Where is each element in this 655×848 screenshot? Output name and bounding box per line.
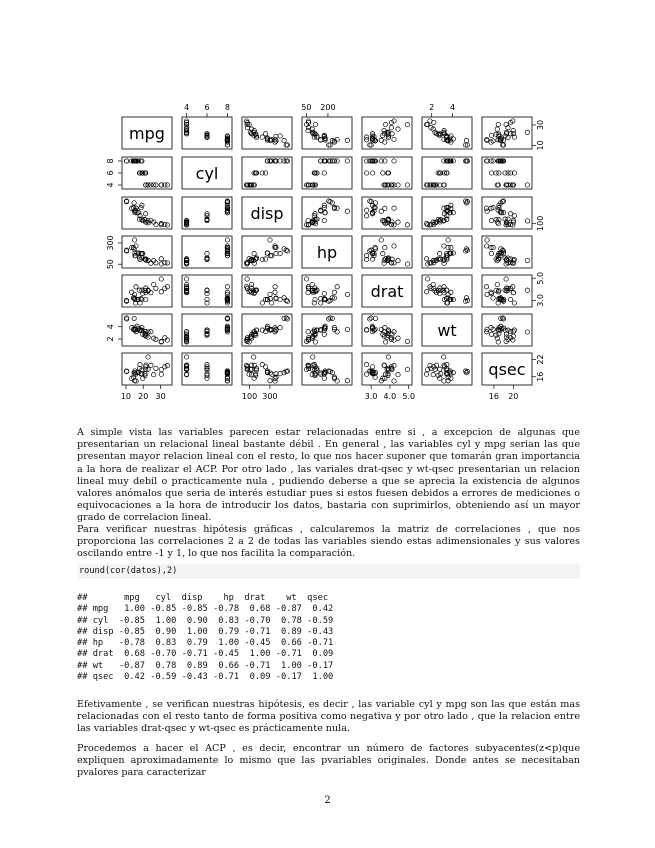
panel-frame xyxy=(422,117,472,149)
paragraph-3-block xyxy=(77,699,580,736)
scatter-point xyxy=(484,285,488,289)
scatter-point xyxy=(306,330,310,334)
scatter-point xyxy=(265,251,269,255)
scatter-point xyxy=(260,257,264,261)
variable-label: drat xyxy=(370,282,404,301)
scatter-point xyxy=(273,290,277,294)
scatter-point xyxy=(442,206,446,210)
variable-label: mpg xyxy=(129,124,165,143)
scatter-point xyxy=(335,206,339,210)
scatter-point xyxy=(504,277,508,281)
scatter-point xyxy=(485,209,489,213)
scatter-point xyxy=(392,137,396,141)
scatter-point xyxy=(306,291,310,295)
scatter-point xyxy=(484,244,488,248)
panel-frame xyxy=(182,236,232,268)
scatter-point xyxy=(405,367,409,371)
scatter-point xyxy=(274,134,278,138)
scatter-point xyxy=(159,277,163,281)
scatter-point xyxy=(313,122,317,126)
scatter-point xyxy=(159,290,163,294)
tick-label: 22 xyxy=(536,354,546,365)
scatter-point xyxy=(383,122,387,126)
tick-label: 8 xyxy=(105,158,115,164)
scatter-point xyxy=(449,245,453,249)
scatter-point xyxy=(396,373,400,377)
scatter-point xyxy=(260,362,264,366)
scatter-point xyxy=(405,262,409,266)
scatter-point xyxy=(345,327,349,331)
scatter-point xyxy=(245,277,249,281)
scatter-point xyxy=(525,258,529,262)
scatter-point xyxy=(424,290,428,294)
scatter-point xyxy=(268,297,272,301)
tick-label: 6 xyxy=(106,170,115,176)
scatter-point xyxy=(464,371,468,375)
scatter-point xyxy=(323,211,327,215)
scatter-point xyxy=(396,336,400,340)
scatter-point xyxy=(268,379,272,383)
scatter-point xyxy=(249,363,253,367)
scatter-point xyxy=(438,251,442,255)
code-output-line: ## mpg 1.00 -0.85 -0.85 -0.78 0.68 -0.87 0.42 xyxy=(77,604,334,615)
tick-label: 200 xyxy=(320,103,336,112)
scatter-point xyxy=(304,277,308,281)
tick-label: 30 xyxy=(155,392,166,401)
scatter-point xyxy=(405,122,409,126)
page-number: 2 xyxy=(324,795,331,806)
scatter-point xyxy=(379,379,383,383)
tick-label: 100 xyxy=(536,215,546,231)
scatter-point xyxy=(345,292,349,296)
scatter-point xyxy=(392,119,396,123)
scatter-point xyxy=(383,245,387,249)
variable-label: wt xyxy=(437,321,457,340)
scatter-point xyxy=(149,363,153,367)
scatter-point xyxy=(389,126,393,130)
scatter-point xyxy=(322,332,326,336)
scatter-point xyxy=(431,373,435,377)
scatter-point xyxy=(364,362,368,366)
scatter-point xyxy=(322,291,326,295)
scatter-point xyxy=(405,223,409,227)
scatter-point xyxy=(335,330,339,334)
code-output-line: ## disp -0.85 0.90 1.00 0.79 -0.71 0.89 -0.43 xyxy=(77,626,334,637)
scatter-point xyxy=(184,355,188,359)
scatter-point xyxy=(364,214,368,218)
tick-label: 30 xyxy=(535,119,545,131)
tick-label: 16 xyxy=(488,392,499,401)
scatter-point xyxy=(485,238,489,242)
scatter-point xyxy=(260,301,264,305)
scatter-point xyxy=(345,379,349,383)
tick-label: 2 xyxy=(429,103,435,112)
tick-label: 8 xyxy=(224,103,230,112)
scatter-point xyxy=(165,261,169,265)
scatter-point xyxy=(205,251,209,255)
scatter-point xyxy=(428,119,432,123)
scatter-point xyxy=(319,301,323,305)
scatter-point xyxy=(364,159,368,163)
scatter-point xyxy=(184,277,188,281)
scatter-point xyxy=(405,183,409,187)
tick-label: 16 xyxy=(536,371,546,382)
tick-label: 100 xyxy=(241,392,258,401)
scatter-point xyxy=(345,138,349,142)
scatter-point xyxy=(442,244,446,248)
tick-label: 50 xyxy=(106,259,116,270)
scatter-point xyxy=(205,291,209,295)
tick-label: 4.0 xyxy=(383,392,397,401)
scatter-point xyxy=(319,138,323,142)
scatter-point xyxy=(426,277,430,281)
scatter-point xyxy=(382,363,386,367)
tick-label: 10 xyxy=(120,392,132,401)
scatter-point xyxy=(389,120,393,124)
scatter-point xyxy=(489,251,493,255)
scatter-point xyxy=(270,372,274,376)
scatter-point xyxy=(132,201,136,205)
scatter-point xyxy=(442,379,446,383)
scatter-point xyxy=(379,138,383,142)
scatter-point xyxy=(252,251,256,255)
code-output-line: ## mpg cyl disp hp drat wt qsec xyxy=(77,593,329,603)
tick-label: 4 xyxy=(106,324,116,330)
scatter-point xyxy=(278,251,282,255)
scatter-point xyxy=(370,365,374,369)
tick-label: 5.0 xyxy=(402,392,416,401)
scatter-point xyxy=(154,366,158,370)
scatter-point xyxy=(442,355,446,359)
code-output-line: ## wt -0.87 0.78 0.89 0.66 -0.71 1.00 -0.17 xyxy=(77,660,334,671)
paragraph-4: Procedemos a hacer el ACP , es decir, encontrar un número de factores subyacentes(z<p)que expliquen aproximadamente lo mismo que las pvariables originales. Donde antes se necesitaban pvalores para caracterizar xyxy=(77,743,580,779)
tick-label: 4 xyxy=(449,103,456,112)
scatter-point xyxy=(525,130,529,134)
scatter-point xyxy=(383,340,387,344)
scatter-point xyxy=(322,218,326,222)
variable-label: hp xyxy=(316,243,338,262)
scatter-point xyxy=(424,257,428,261)
scatter-point xyxy=(159,372,163,376)
scatter-point xyxy=(335,159,339,163)
scatter-point xyxy=(428,363,432,367)
scatter-point xyxy=(282,138,286,142)
scatter-point xyxy=(449,203,453,207)
variable-label: qsec xyxy=(488,360,526,379)
tick-label: 50 xyxy=(301,103,312,112)
scatter-point xyxy=(464,138,468,142)
scatter-point xyxy=(424,372,428,376)
scatter-point xyxy=(124,159,128,163)
tick-label: 20 xyxy=(138,392,149,401)
scatter-point xyxy=(149,261,153,265)
scatter-point xyxy=(381,251,385,255)
scatter-point xyxy=(260,171,264,175)
scatter-point xyxy=(491,296,495,300)
scatter-point xyxy=(205,376,209,380)
code-output-chunk xyxy=(77,593,333,683)
scatter-point xyxy=(392,244,396,248)
scatter-point xyxy=(396,127,400,131)
tick-label: 2 xyxy=(106,336,116,342)
scatter-point xyxy=(405,339,409,343)
scatter-point xyxy=(496,122,500,126)
scatter-point xyxy=(225,238,229,242)
scatter-point xyxy=(278,372,282,376)
tick-label: 4 xyxy=(184,103,190,112)
scatter-point xyxy=(313,340,317,344)
scatter-point xyxy=(132,316,136,320)
tick-label: 20 xyxy=(508,392,519,401)
scatter-point xyxy=(278,297,282,301)
scatter-point xyxy=(495,282,499,286)
scatter-point xyxy=(332,290,336,294)
tick-label: 10 xyxy=(536,140,546,151)
scatter-point xyxy=(268,238,272,242)
tick-label: 4 xyxy=(106,182,116,188)
scatter-point xyxy=(525,183,529,187)
scatter-point xyxy=(260,135,264,139)
scatter-point xyxy=(392,159,396,163)
paragraph-1-block xyxy=(77,427,580,525)
scatter-point xyxy=(511,290,515,294)
scatter-point xyxy=(373,201,377,205)
panel-frame xyxy=(182,197,232,229)
code-output-line: ## drat 0.68 -0.70 -0.71 -0.45 1.00 -0.71 0.09 xyxy=(77,649,334,660)
scatter-point xyxy=(146,355,150,359)
scatter-point xyxy=(152,373,156,377)
scatter-point xyxy=(392,379,396,383)
scatter-point xyxy=(364,138,368,142)
scatter-point xyxy=(446,238,450,242)
scatter-point xyxy=(159,367,163,371)
scatter-point xyxy=(345,159,349,163)
scatter-point xyxy=(506,171,510,175)
scatter-point xyxy=(489,171,493,175)
scatter-point xyxy=(132,238,136,242)
scatter-point xyxy=(144,212,148,216)
tick-label: 300 xyxy=(106,235,116,251)
scatter-point xyxy=(152,282,156,286)
variable-label: cyl xyxy=(195,164,219,183)
scatter-point xyxy=(274,251,278,255)
scatter-point xyxy=(449,376,453,380)
scatter-point xyxy=(504,332,508,336)
scatter-point xyxy=(489,332,493,336)
scatter-point xyxy=(268,292,272,296)
scatter-point xyxy=(335,285,339,289)
scatter-point xyxy=(364,372,368,376)
scatter-point xyxy=(335,379,339,383)
panel-frame xyxy=(182,314,232,346)
scatter-point xyxy=(273,285,277,289)
scatter-point xyxy=(306,218,310,222)
scatter-point xyxy=(525,288,529,292)
tick-label: 3.0 xyxy=(535,294,545,307)
scatter-point xyxy=(489,218,493,222)
paragraph-2-block xyxy=(77,524,580,561)
scatter-point xyxy=(392,206,396,210)
scatter-point xyxy=(485,292,489,296)
panel-frame xyxy=(482,117,532,149)
panel-frame xyxy=(362,197,412,229)
scatter-point xyxy=(382,330,386,334)
tick-label: 3.0 xyxy=(364,392,378,401)
scatter-point xyxy=(270,301,274,305)
scatter-point xyxy=(370,171,374,175)
scatter-point xyxy=(311,355,315,359)
scatter-point xyxy=(159,257,163,261)
code-output-line: ## qsec 0.42 -0.59 -0.43 -0.71 0.09 -0.17 1.00 xyxy=(77,672,334,683)
code-input-chunk: round(cor(datos),2) xyxy=(77,564,580,579)
tick-label: 6 xyxy=(204,103,210,112)
scatter-point xyxy=(379,327,383,331)
scatter-point xyxy=(386,355,390,359)
scatter-point xyxy=(278,326,282,330)
scatter-point xyxy=(369,316,373,320)
scatter-point xyxy=(379,209,383,213)
scatter-point xyxy=(364,171,368,175)
scatter-point xyxy=(368,317,372,321)
scatter-point xyxy=(278,134,282,138)
scatter-point xyxy=(364,208,368,212)
paragraph-2: Para verificar nuestras hipótesis gráficas , calcularemos la matriz de correlaciones , que nos proporciona las correlaciones 2 a 2 de todas las variables siendo estas adimensionales y sus valores oscilando entre -1 y 1, lo que nos facilita la comparación. xyxy=(77,524,580,560)
scatter-point xyxy=(379,238,383,242)
scatter-point xyxy=(252,355,256,359)
tick-label: 300 xyxy=(262,392,278,401)
scatter-point xyxy=(512,301,516,305)
panel-frame xyxy=(122,236,172,268)
scatter-point xyxy=(165,363,169,367)
scatter-point xyxy=(225,285,229,289)
scatter-point xyxy=(165,183,169,187)
scatter-point xyxy=(525,330,529,334)
scatter-point xyxy=(373,316,377,320)
scatterplot-matrix xyxy=(0,0,655,410)
scatter-point xyxy=(322,376,326,380)
variable-label: disp xyxy=(250,204,284,223)
scatter-point xyxy=(345,209,349,213)
scatter-point xyxy=(512,214,516,218)
code-output-line: ## cyl -0.85 1.00 0.90 0.83 -0.70 0.78 -0.59 xyxy=(77,615,334,626)
scatter-point xyxy=(489,133,493,137)
scatter-point xyxy=(134,285,138,289)
scatter-point xyxy=(165,223,169,227)
panel-frame xyxy=(362,117,412,149)
scatter-point xyxy=(438,367,442,371)
scatter-point xyxy=(525,219,529,223)
paragraph-4-block xyxy=(77,743,580,780)
scatter-point xyxy=(497,171,501,175)
scatter-point xyxy=(495,127,499,131)
scatter-point xyxy=(396,220,400,224)
scatter-point xyxy=(322,171,326,175)
scatter-point xyxy=(508,297,512,301)
code-output-line: ## hp -0.78 0.83 0.79 1.00 -0.45 0.66 -0.71 xyxy=(77,638,334,649)
scatter-point xyxy=(396,259,400,263)
scatter-point xyxy=(381,171,385,175)
paragraph-1: A simple vista las variables parecen estar relacionadas entre si , a excepcion de algunas que presentarian un relacional lineal bastante débil . En general , las variables cyl y mpg serian las que presentan mayor relacion lineal con el resto, lo que nos hacer suponer que tomarán gran importancia a la hora de realizar el ACP. Por otro lado , las variales drat-qsec y wt-qsec presentarian un relacion lineal muy debil o practicamente nula , pudiendo deberse a que se aprecia la existencia de algunos valores anómalos que seria de interés estudiar pues si estos fuesen debidos a errores de mediciones o equivocaciones a la hora de introducir los datos, bastaria con suprimirlos, obteniendo así un mayor grado de correlacion lineal. xyxy=(77,427,580,524)
paragraph-3: Efetivamente , se verifican nuestras hipótesis, es decir , las variable cyl y mpg son las que están mas relacionadas con el resto tanto de forma positiva como negativa y por otro lado , que la relacion entre las variables drat-qsec y wt-qsec es prácticamente nula. xyxy=(77,699,580,735)
tick-label: 5.0 xyxy=(535,271,545,285)
